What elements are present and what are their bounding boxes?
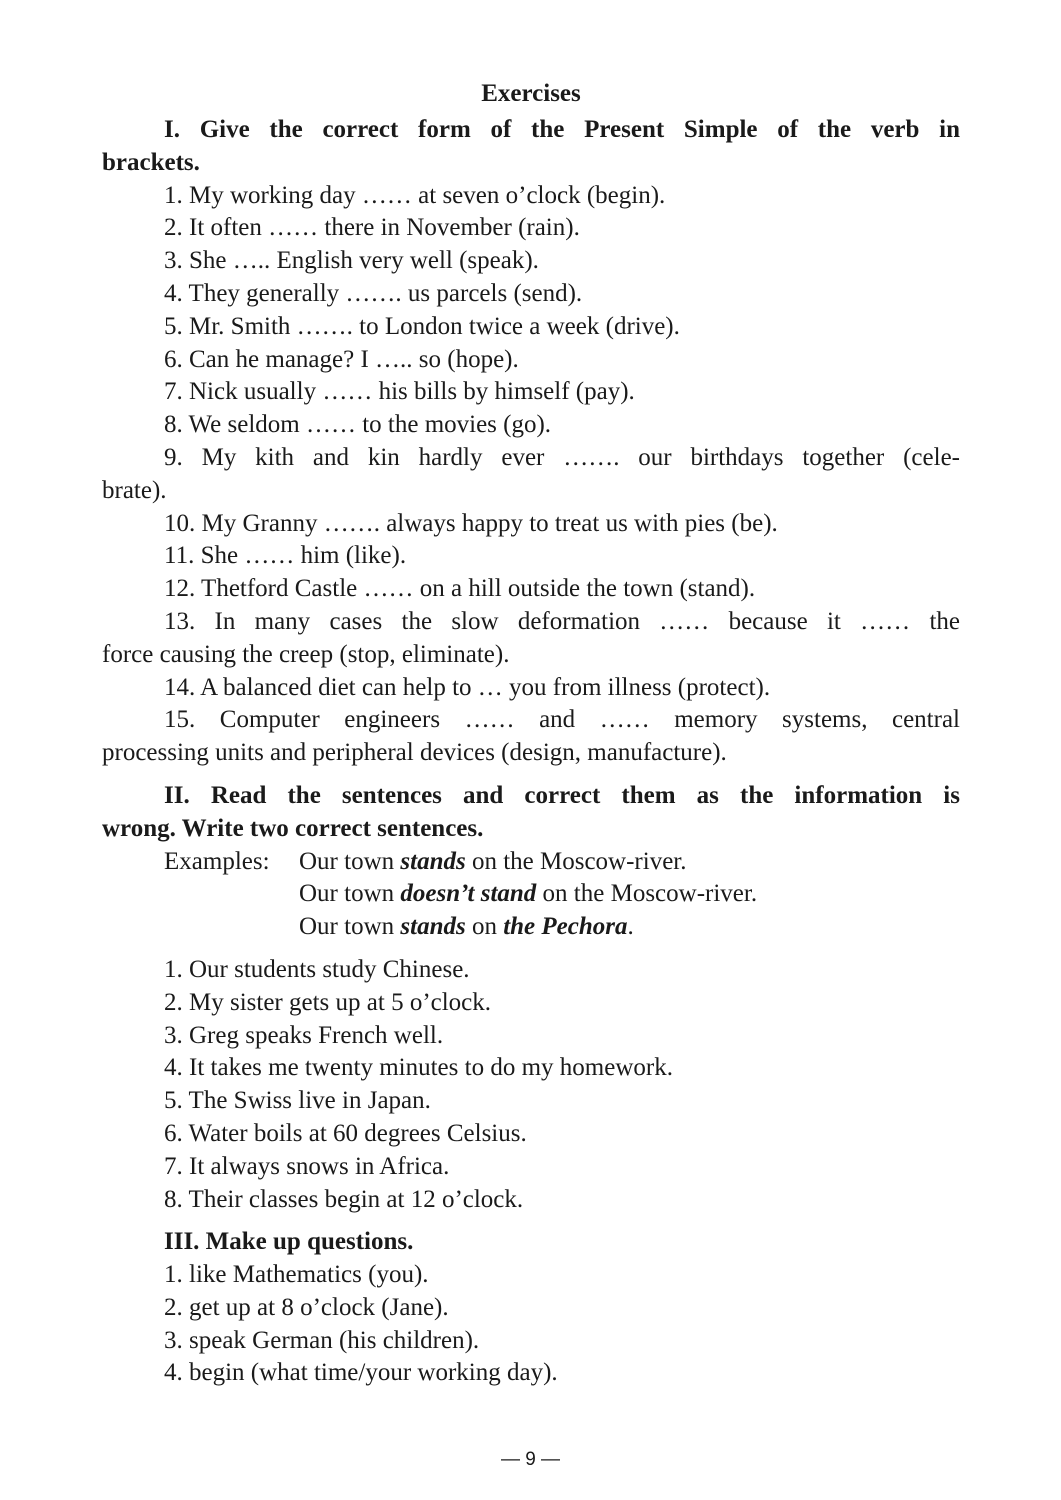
exercise-2-item: 8. Their classes begin at 12 o’clock. — [164, 1185, 524, 1213]
example-text: on the Moscow-river. — [465, 847, 687, 875]
exercise-3-heading: III. Make up questions. — [164, 1228, 414, 1256]
example-text: on — [465, 913, 504, 941]
exercise-2-item: 3. Greg speaks French well. — [164, 1021, 444, 1049]
page-content — [102, 74, 960, 1390]
exercise-1-item: 11. She …… him (like). — [164, 542, 407, 570]
exercise-1-item-cont: processing units and peripheral devices (design, manufacture). — [102, 739, 727, 767]
exercise-2-item: 6. Water boils at 60 degrees Celsius. — [164, 1119, 527, 1147]
example-text: . — [627, 913, 634, 941]
example-text: Our town — [299, 847, 401, 875]
exercise-2 — [102, 780, 960, 1216]
exercise-3-item: 4. begin (what time/your working day). — [164, 1359, 558, 1387]
example-text: on the Moscow-river. — [536, 880, 758, 908]
exercise-2-heading: II. Read the sentences and correct them as the information is — [164, 781, 960, 809]
exercise-2-item: 7. It always snows in Africa. — [164, 1152, 450, 1180]
exercise-1-item: 4. They generally ……. us parcels (send). — [164, 279, 583, 307]
exercise-2-item: 4. It takes me twenty minutes to do my homework. — [164, 1054, 673, 1082]
exercise-2-heading-cont: wrong. Write two correct sentences. — [102, 814, 484, 842]
exercise-1 — [102, 114, 960, 770]
example-emphasis: the Pechora — [503, 913, 628, 941]
exercise-2-item: 5. The Swiss live in Japan. — [164, 1087, 431, 1115]
example-emphasis: stands — [400, 913, 466, 941]
exercise-1-item: 3. She ….. English very well (speak). — [164, 247, 539, 275]
exercise-3-item: 2. get up at 8 o’clock (Jane). — [164, 1293, 449, 1321]
exercise-1-item-cont: force causing the creep (stop, eliminate). — [102, 640, 510, 668]
exercise-3-item: 3. speak German (his children). — [164, 1326, 480, 1354]
exercise-1-item: 12. Thetford Castle …… on a hill outside the town (stand). — [164, 575, 756, 603]
exercise-1-item: 5. Mr. Smith ……. to London twice a week (drive). — [164, 312, 680, 340]
exercise-1-item: 6. Can he manage? I ….. so (hope). — [164, 345, 519, 373]
exercise-1-item: 9. My kith and kin hardly ever ……. our birthdays together (cele- — [164, 443, 960, 471]
exercise-1-heading-cont: brackets. — [102, 148, 200, 176]
example-line — [102, 911, 960, 944]
exercise-1-heading: I. Give the correct form of the Present Simple of the verb in — [164, 116, 960, 143]
example-emphasis: stands — [400, 847, 466, 875]
exercise-1-item: 10. My Granny ……. always happy to treat us with pies (be). — [164, 509, 778, 537]
exercise-3-item: 1. like Mathematics (you). — [164, 1261, 429, 1289]
exercise-3 — [102, 1226, 960, 1390]
example-line — [102, 878, 960, 911]
exercise-1-item: 14. A balanced diet can help to … you from illness (protect). — [164, 673, 771, 701]
example-line — [102, 846, 960, 879]
page-number: — 9 — — [500, 1449, 561, 1470]
example-text: Our town — [299, 913, 401, 941]
exercise-2-item: 1. Our students study Chinese. — [164, 955, 470, 983]
exercise-1-item: 15. Computer engineers …… and …… memory systems, central — [164, 706, 960, 734]
exercise-1-item: 1. My working day …… at seven o’clock (begin). — [164, 181, 666, 209]
example-text: Our town — [299, 880, 401, 908]
exercise-1-item-cont: brate). — [102, 476, 167, 504]
exercise-1-item: 7. Nick usually …… his bills by himself (pay). — [164, 378, 635, 406]
exercise-1-item: 2. It often …… there in November (rain). — [164, 214, 580, 242]
example-emphasis: doesn’t stand — [400, 880, 537, 908]
examples-label: Examples: — [164, 847, 270, 875]
exercise-1-item: 8. We seldom …… to the movies (go). — [164, 411, 552, 439]
page-title: Exercises — [481, 80, 581, 107]
exercise-2-item: 2. My sister gets up at 5 o’clock. — [164, 988, 492, 1016]
exercise-1-item: 13. In many cases the slow deformation …… because it …… the — [164, 607, 960, 635]
